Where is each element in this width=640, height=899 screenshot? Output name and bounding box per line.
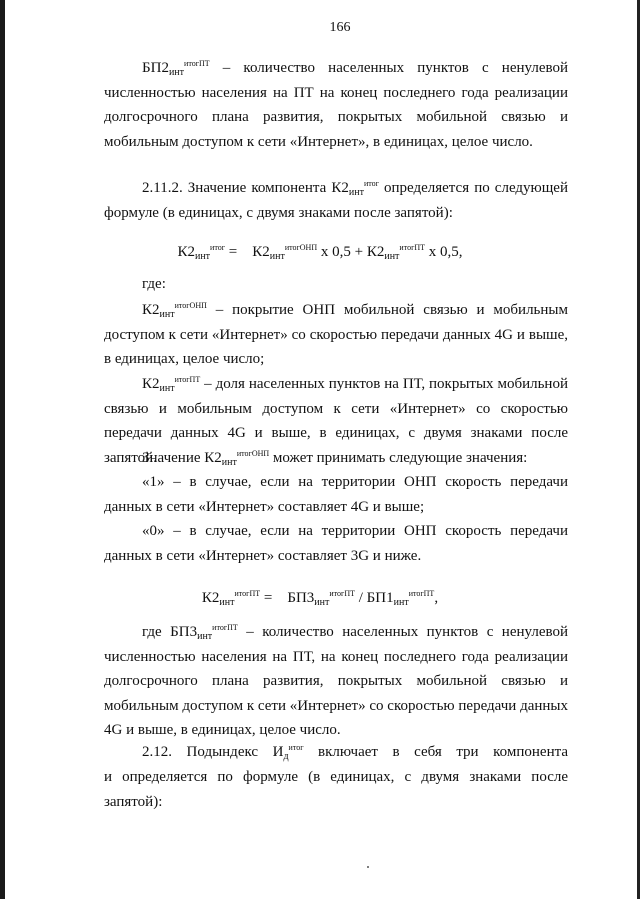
where-label: где: [142,276,166,292]
formula-k2-itog: $К2_{инт}^{итог}$ = $К2_{инт}^{итогОНП}$ х $0,5 + К2_{инт}^{итогПТ}$ х 0,5, [177,243,463,262]
paragraph-2-12-line2: и определяется по формуле (в единицах, с двумя знаками после запятой): [104,769,568,810]
paragraph-bp3-definition: где $БП3_{инт}^{итогПТ}$ – количество населенных пунктов с ненулевой численностью населения на ПТ, на конец последнего года реализации долгосрочного плана развития, покрытых мобильной связью и мобильным доступом к сети «Интернет» со скоростью передачи данных 4G и выше, в единицах, целое число. [104,623,569,738]
paragraph-2-11-2: 2.11.2. Значение компонента $К2_{инт}^{итог}$ определяется по следующей формуле (в единицах, с двумя знаками после запятой): [104,179,568,221]
paragraph-k2-pt-definition: $К2_{инт}^{итогПТ}$ – доля населенных пунктов на ПТ, покрытых мобильной связью и мобильным доступом к сети «Интернет» со скоростью передачи данных 4G и выше, в единицах, с двумя знаками после запятой. [104,375,568,466]
paragraph-value-0: «0» – в случае, если на территории ОНП скорость передачи данных в сети «Интернет» составляет 3G и ниже. [104,523,568,564]
scan-speck [367,866,369,868]
page-number: 166 [329,20,351,35]
formula-k2-pt: $К2_{инт}^{итогПТ}$ = $БП3_{инт}^{итогПТ} / БП1_{инт}^{итогПТ}$, [201,589,439,608]
paragraph-value-1: «1» – в случае, если на территории ОНП скорость передачи данных в сети «Интернет» составляет 4G и выше; [104,474,568,515]
paragraph-k2-onp-definition: $К2_{инт}^{итогОНП}$ – покрытие ОНП мобильной связью и мобильным доступом к сети «Интернет» со скоростью передачи данных 4G и выше, в единицах, целое число; [104,301,568,367]
scan-edge-left [0,0,5,899]
paragraph-bp2-definition: $БП2_{инт}^{итогПТ}$ – количество населенных пунктов с ненулевой численностью населения на ПТ на конец последнего года реализации долгосрочного плана развития, покрытых мобильной связью и мобильным доступом к сети «Интернет», в единицах, целое число. [104,59,568,150]
paragraph-k2-values-intro: Значение $К2_{инт}^{итогОНП}$ может принимать следующие значения: [142,449,528,468]
paragraph-2-12-line1: 2.12. Подындекс $И_д^{итог}$ включает в себя три компонента [142,743,568,762]
